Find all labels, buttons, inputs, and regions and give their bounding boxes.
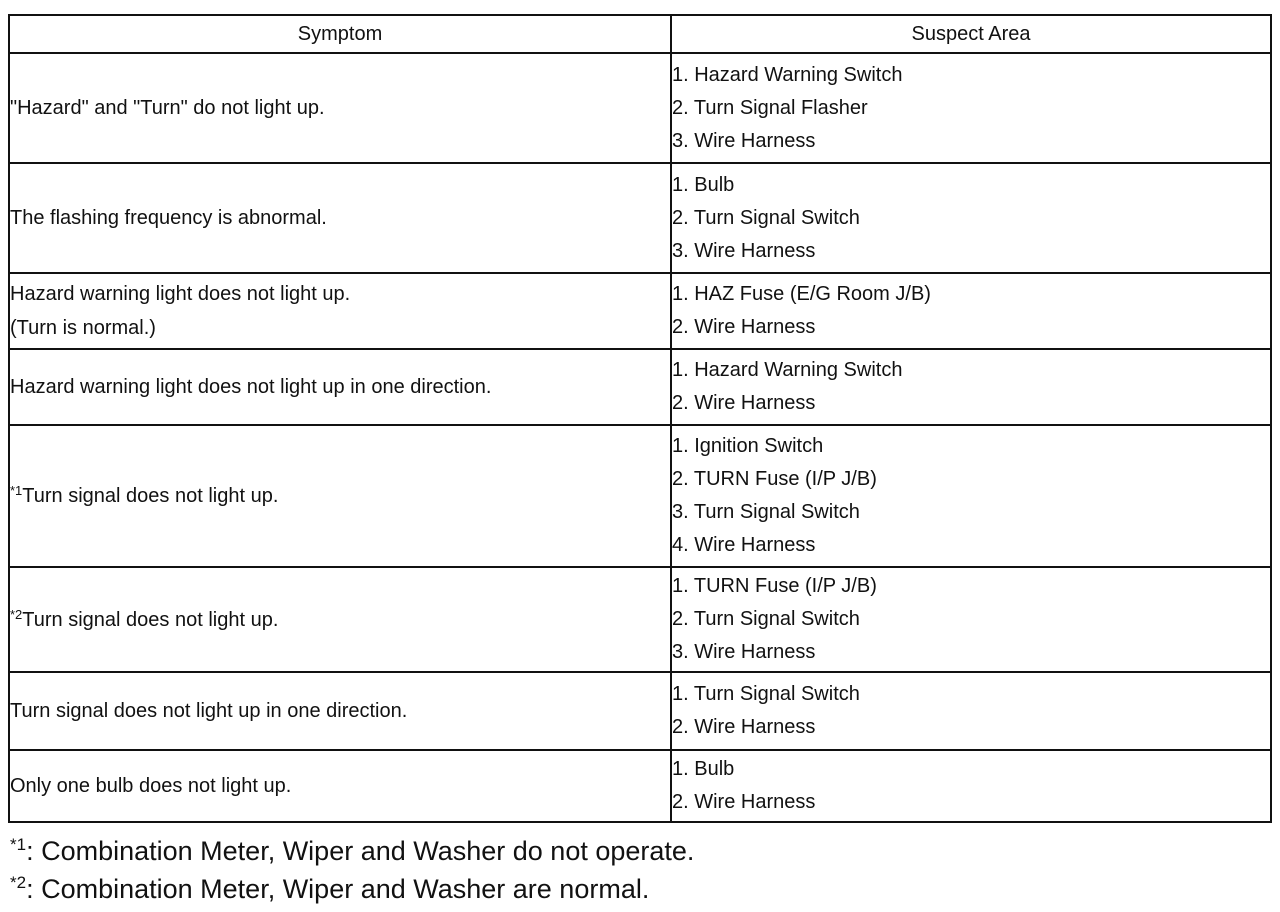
suspect-area-cell: [671, 163, 1271, 273]
suspect-area-item: 4. Wire Harness: [672, 534, 816, 556]
footnotes: [10, 832, 694, 908]
footnote-marker: *2: [10, 606, 23, 622]
symptom-line: Only one bulb does not light up.: [10, 775, 292, 797]
symptom-text: [10, 603, 670, 637]
symptom-line: (Turn is normal.): [10, 317, 156, 339]
table-row: [9, 672, 1271, 750]
table-row: [9, 750, 1271, 822]
symptom-cell: [9, 672, 671, 750]
table-row: [9, 349, 1271, 425]
footnote: [10, 870, 694, 908]
symptom-cell: [9, 273, 671, 349]
footnote: [10, 832, 694, 870]
suspect-area-item: 1. TURN Fuse (I/P J/B): [672, 575, 877, 597]
suspect-area-cell: [671, 349, 1271, 425]
suspect-area-item: 1. Bulb: [672, 758, 735, 780]
suspect-area-item: 1. Ignition Switch: [672, 435, 824, 457]
symptom-text: [10, 370, 670, 404]
suspect-area-item: 3. Wire Harness: [672, 239, 816, 262]
footnote-marker: *1: [10, 483, 23, 498]
symptom-line: The flashing frequency is abnormal.: [10, 207, 327, 229]
symptom-cell: [9, 567, 671, 672]
table-row: [9, 567, 1271, 672]
suspect-area-item: 2. Turn Signal Flasher: [672, 96, 868, 119]
symptom-line: Turn signal does not light up.: [22, 485, 279, 507]
suspect-area-item: 1. Bulb: [672, 173, 735, 196]
symptom-cell: [9, 163, 671, 273]
suspect-area-item: 2. Wire Harness: [672, 392, 816, 414]
suspect-area-item: 2. TURN Fuse (I/P J/B): [672, 468, 877, 490]
table-row: [9, 163, 1271, 273]
table-row: [9, 273, 1271, 349]
footnote-marker: *1: [10, 835, 27, 854]
suspect-area-item: 3. Turn Signal Switch: [672, 501, 860, 523]
suspect-area-item: 1. Hazard Warning Switch: [672, 63, 903, 86]
table-body: [9, 53, 1271, 822]
table-header-row: [9, 15, 1271, 53]
suspect-area-cell: [671, 567, 1271, 672]
table-row: [9, 425, 1271, 567]
suspect-area-item: 3. Wire Harness: [672, 641, 816, 663]
suspect-area-cell: [671, 750, 1271, 822]
suspect-area-item: 2. Wire Harness: [672, 316, 816, 338]
symptom-text: [10, 311, 670, 345]
symptom-line: "Hazard" and "Turn" do not light up.: [10, 97, 325, 119]
symptom-text: [10, 694, 670, 728]
symptom-table: [8, 14, 1272, 823]
table-row: [9, 53, 1271, 163]
suspect-area-cell: [671, 273, 1271, 349]
symptom-line: Turn signal does not light up.: [22, 608, 279, 631]
symptom-cell: [9, 750, 671, 822]
symptom-column-header: Symptom: [9, 15, 671, 53]
suspect-area-cell: [671, 672, 1271, 750]
suspect-area-item: 2. Turn Signal Switch: [672, 206, 860, 229]
suspect-area-item: 1. HAZ Fuse (E/G Room J/B): [672, 283, 931, 305]
suspect-area-item: 2. Wire Harness: [672, 716, 816, 738]
symptom-text: [10, 769, 670, 803]
suspect-area-column-header: Suspect Area: [671, 15, 1271, 53]
symptom-cell: [9, 425, 671, 567]
suspect-area-item: 1. Turn Signal Switch: [672, 683, 860, 705]
footnote-marker: *2: [10, 873, 27, 892]
footnote-text: : Combination Meter, Wiper and Washer do not operate.: [26, 836, 695, 866]
suspect-area-item: 1. Hazard Warning Switch: [672, 359, 903, 381]
symptom-text: [10, 277, 670, 311]
symptom-cell: [9, 53, 671, 163]
symptom-line: Hazard warning light does not light up.: [10, 283, 351, 305]
footnote-text: : Combination Meter, Wiper and Washer are normal.: [26, 874, 650, 904]
suspect-area-item: 3. Wire Harness: [672, 129, 816, 152]
suspect-area-item: 2. Wire Harness: [672, 791, 816, 813]
symptom-text: [10, 479, 670, 513]
symptom-text: [10, 91, 670, 125]
suspect-area-cell: [671, 425, 1271, 567]
suspect-area-cell: [671, 53, 1271, 163]
suspect-area-item: 2. Turn Signal Switch: [672, 608, 860, 630]
symptom-cell: [9, 349, 671, 425]
symptom-line: Turn signal does not light up in one direction.: [10, 700, 408, 722]
symptom-line: Hazard warning light does not light up in one direction.: [10, 376, 492, 398]
symptom-text: [10, 201, 670, 235]
